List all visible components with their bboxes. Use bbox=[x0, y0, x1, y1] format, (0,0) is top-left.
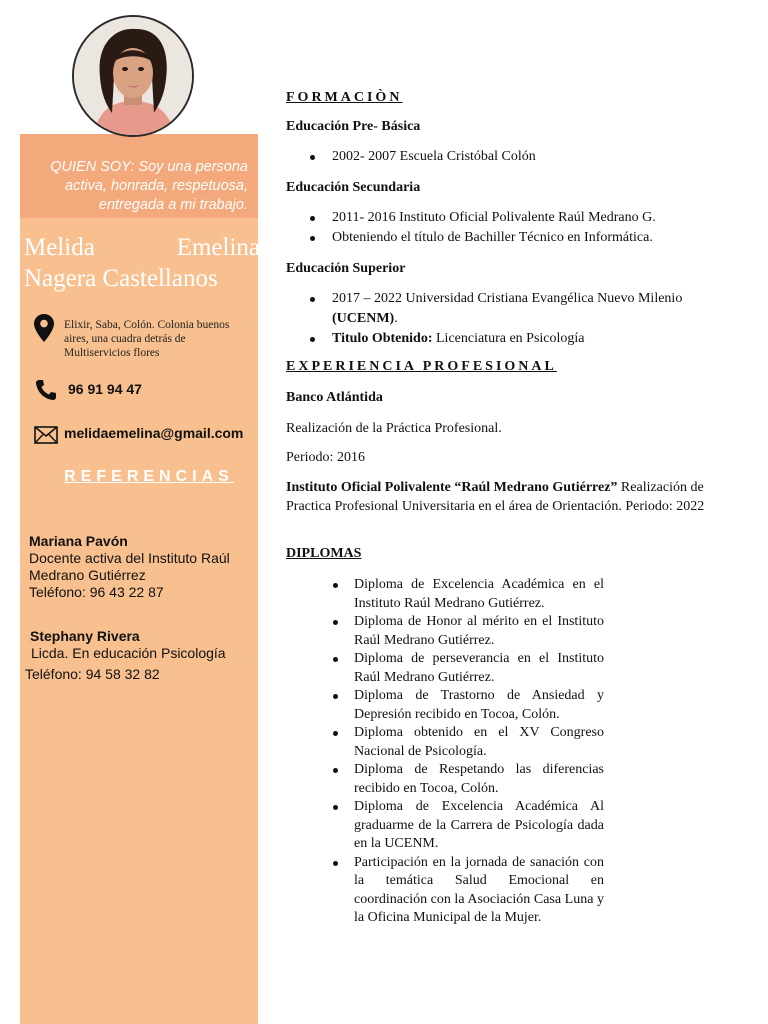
envelope-icon bbox=[34, 426, 58, 444]
secundaria-label: Educación Secundaria bbox=[286, 180, 421, 195]
job2-company: Instituto Oficial Polivalente “Raúl Medrano Gutiérrez” bbox=[286, 480, 618, 495]
about-me-text: QUIEN SOY: Soy una persona activa, honrada, respetuosa, entregada a mi trabajo. bbox=[20, 134, 258, 218]
reference-2-role: Licda. En educación Psicología bbox=[31, 645, 226, 661]
reference-2 bbox=[25, 628, 255, 683]
diplomas-title: DIPLOMAS bbox=[286, 546, 362, 561]
secundaria-list bbox=[286, 208, 726, 248]
list-item: 2011- 2016 Instituto Oficial Polivalente Raúl Medrano G. bbox=[286, 208, 726, 228]
list-item: Diploma de Excelencia Académica en el Instituto Raúl Medrano Gutiérrez. bbox=[330, 576, 604, 613]
prebasica-label: Educación Pre- Básica bbox=[286, 119, 421, 134]
prebasica-list bbox=[286, 147, 726, 167]
references-title: REFERENCIAS bbox=[64, 468, 234, 485]
list-item bbox=[286, 289, 726, 329]
job1-description: Realización de la Práctica Profesional. bbox=[286, 421, 502, 436]
location-pin-icon bbox=[34, 314, 54, 342]
formacion-title: FORMACIÒN bbox=[286, 90, 403, 105]
reference-1-role: Docente activa del Instituto Raúl Medrano Gutiérrez bbox=[29, 550, 230, 583]
list-item: Diploma de Trastorno de Ansiedad y Depresión recibido en Tocoa, Colón. bbox=[330, 687, 604, 724]
profile-photo bbox=[72, 15, 194, 137]
titulo-value: Licenciatura en Psicología bbox=[432, 331, 585, 346]
experiencia-title: EXPERIENCIA PROFESIONAL bbox=[286, 359, 557, 374]
superior-label: Educación Superior bbox=[286, 261, 406, 276]
reference-1 bbox=[29, 533, 254, 601]
reference-2-phone: Teléfono: 94 58 32 82 bbox=[25, 666, 160, 682]
location-row bbox=[34, 314, 54, 342]
list-item: 2002- 2007 Escuela Cristóbal Colón bbox=[286, 147, 726, 167]
job2-description: Realización de Practica Profesional Universitaria en el área de Orientación. Periodo: 2022 bbox=[286, 480, 705, 514]
superior-item-bold: (UCENM) bbox=[332, 311, 395, 326]
phone-row bbox=[34, 378, 58, 402]
job1-period: Periodo: 2016 bbox=[286, 450, 365, 465]
list-item: Diploma de Excelencia Académica Al graduarme de la Carrera de Psicología dada en la UCENM. bbox=[330, 798, 604, 854]
reference-2-name: Stephany Rivera bbox=[30, 628, 140, 644]
email-row bbox=[34, 426, 58, 444]
list-item: Diploma de Honor al mérito en el Instituto Raúl Medrano Gutiérrez. bbox=[330, 613, 604, 650]
diplomas-list bbox=[330, 576, 604, 928]
superior-list bbox=[286, 289, 726, 349]
phone-icon bbox=[34, 378, 58, 402]
list-item: Participación en la jornada de sanación con la temática Salud Emocional en coordinación con la Asociación Casa Luna y la Oficina Municipal de la Mujer. bbox=[330, 854, 604, 928]
job2-entry bbox=[286, 478, 722, 516]
reference-1-name: Mariana Pavón bbox=[29, 533, 128, 549]
email-text: melidaemelina@gmail.com bbox=[64, 425, 244, 441]
list-item bbox=[286, 329, 726, 349]
job1-company: Banco Atlántida bbox=[286, 390, 383, 405]
superior-item-end: . bbox=[394, 311, 398, 326]
list-item: Diploma obtenido en el XV Congreso Nacional de Psicología. bbox=[330, 724, 604, 761]
full-name: Melida Emelina Nagera Castellanos bbox=[24, 234, 260, 292]
address-text: Elixir, Saba, Colón. Colonia buenos aires, una cuadra detrás de Multiservicios flores bbox=[64, 319, 230, 359]
titulo-label: Titulo Obtenido: bbox=[332, 331, 433, 346]
list-item: Obteniendo el título de Bachiller Técnico en Informática. bbox=[286, 228, 726, 248]
reference-1-phone: Teléfono: 96 43 22 87 bbox=[29, 584, 164, 600]
profile-photo-illustration bbox=[74, 17, 192, 135]
phone-text: 96 91 94 47 bbox=[68, 381, 142, 397]
list-item: Diploma de perseverancia en el Instituto Raúl Medrano Gutiérrez. bbox=[330, 650, 604, 687]
list-item: Diploma de Respetando las diferencias recibido en Tocoa, Colón. bbox=[330, 761, 604, 798]
superior-item-text: 2017 – 2022 Universidad Cristiana Evangélica Nuevo Milenio bbox=[332, 291, 683, 306]
